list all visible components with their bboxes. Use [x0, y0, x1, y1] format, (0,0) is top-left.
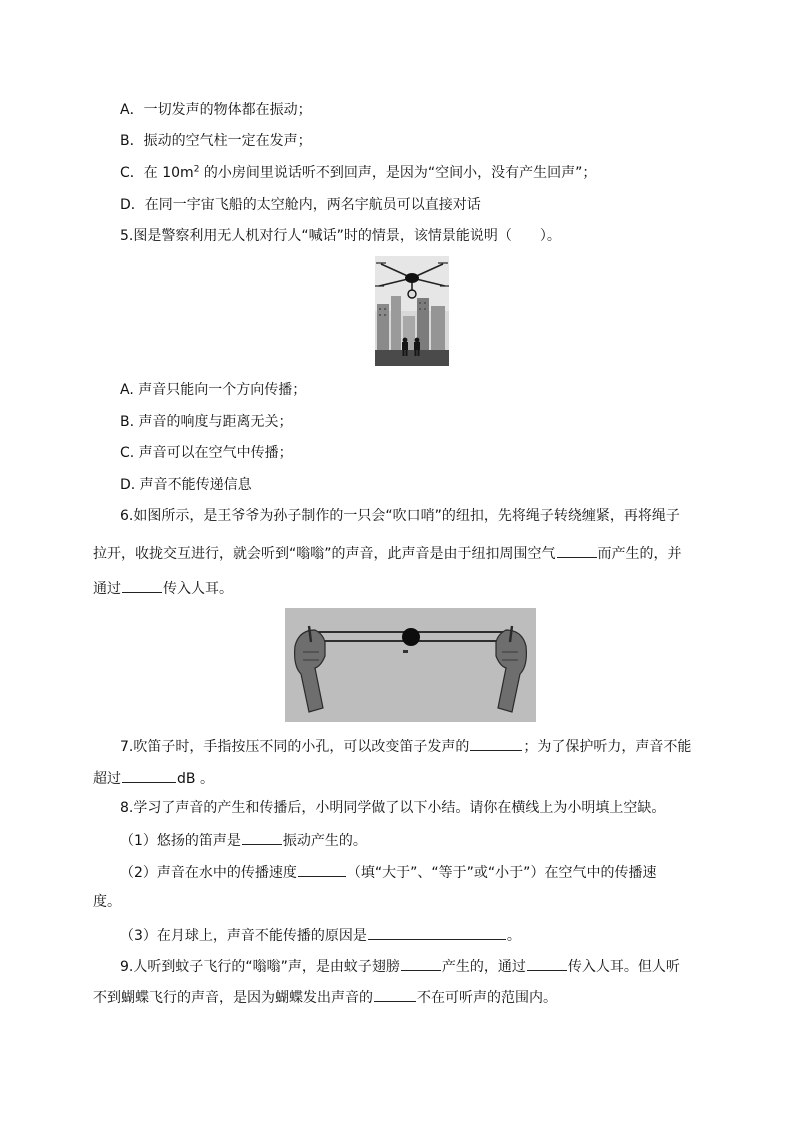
q4-option-a: A．一切发声的物体都在振动；: [120, 102, 312, 118]
q9-blank-1[interactable]: [401, 956, 441, 971]
q7-line-1: 7.吹笛子时，手指按压不同的小孔，可以改变笛子发声的 ；为了保护听力，声音不能: [120, 736, 691, 756]
q8-part-2: （2）声音在水中的传播速度 （填“大于”、“等于”或“小于”）在空气中的传播速: [120, 862, 656, 882]
q6-line-3: 通过 传入人耳。: [93, 578, 233, 598]
q4-option-b: B．振动的空气柱一定在发声；: [120, 133, 312, 149]
q5-option-c: C. 声音可以在空气中传播；: [120, 445, 293, 461]
q5-option-d: D. 声音不能传递信息: [120, 477, 252, 493]
q8-blank-1[interactable]: [242, 830, 282, 845]
q7-blank-1[interactable]: [470, 736, 522, 751]
q6-blank-2[interactable]: [122, 578, 162, 593]
q7-line-2: 超过 dB 。: [93, 768, 214, 788]
q6-blank-1[interactable]: [557, 543, 597, 558]
q8-part-2-cont: 度。: [93, 894, 121, 910]
q4-option-d: D．在同一宇宙飞船的太空舱内，两名宇航员可以直接对话: [120, 197, 481, 213]
q5-option-b: B. 声音的响度与距离无关；: [120, 414, 293, 430]
q8-part-1: （1）悠扬的笛声是 振动产生的。: [120, 830, 367, 850]
q9-blank-3[interactable]: [374, 987, 416, 1002]
q8-stem: 8.学习了声音的产生和传播后，小明同学做了以下小结。请你在横线上为小明填上空缺。: [120, 800, 666, 816]
q8-blank-3[interactable]: [368, 925, 506, 940]
q9-line-1: 9.人听到蚊子飞行的“嗡嗡”声，是由蚊子翅膀 产生的，通过 传入人耳。但人听: [120, 956, 680, 976]
drone-police-photo: [375, 256, 449, 366]
q8-part-3: （3）在月球上，声音不能传播的原因是 。: [120, 925, 521, 945]
q4-option-c: C．在 $10m^2$ 的小房间里说话听不到回声，是因为“空间小，没有产生回声”；: [120, 164, 597, 181]
q8-blank-2[interactable]: [298, 862, 346, 877]
q6-line-1: 6.如图所示，是王爷爷为孙子制作的一只会“吹口哨”的纽扣，先将绳子转绕缠紧，再将绳子: [120, 508, 680, 524]
q9-blank-2[interactable]: [527, 956, 567, 971]
q5-stem: 5.图是警察利用无人机对行人“喊话”时的情景，该情景能说明（ ）。: [120, 228, 561, 244]
q5-option-a: A. 声音只能向一个方向传播；: [120, 382, 307, 398]
q7-blank-2[interactable]: [122, 768, 176, 783]
button-whistle-photo: [285, 608, 536, 722]
q6-line-2: 拉开，收拢交互进行，就会听到“嗡嗡”的声音，此声音是由于纽扣周围空气 而产生的，并: [93, 543, 682, 563]
q9-line-2: 不到蝴蝶飞行的声音，是因为蝴蝶发出声音的 不在可听声的范围内。: [93, 987, 557, 1007]
